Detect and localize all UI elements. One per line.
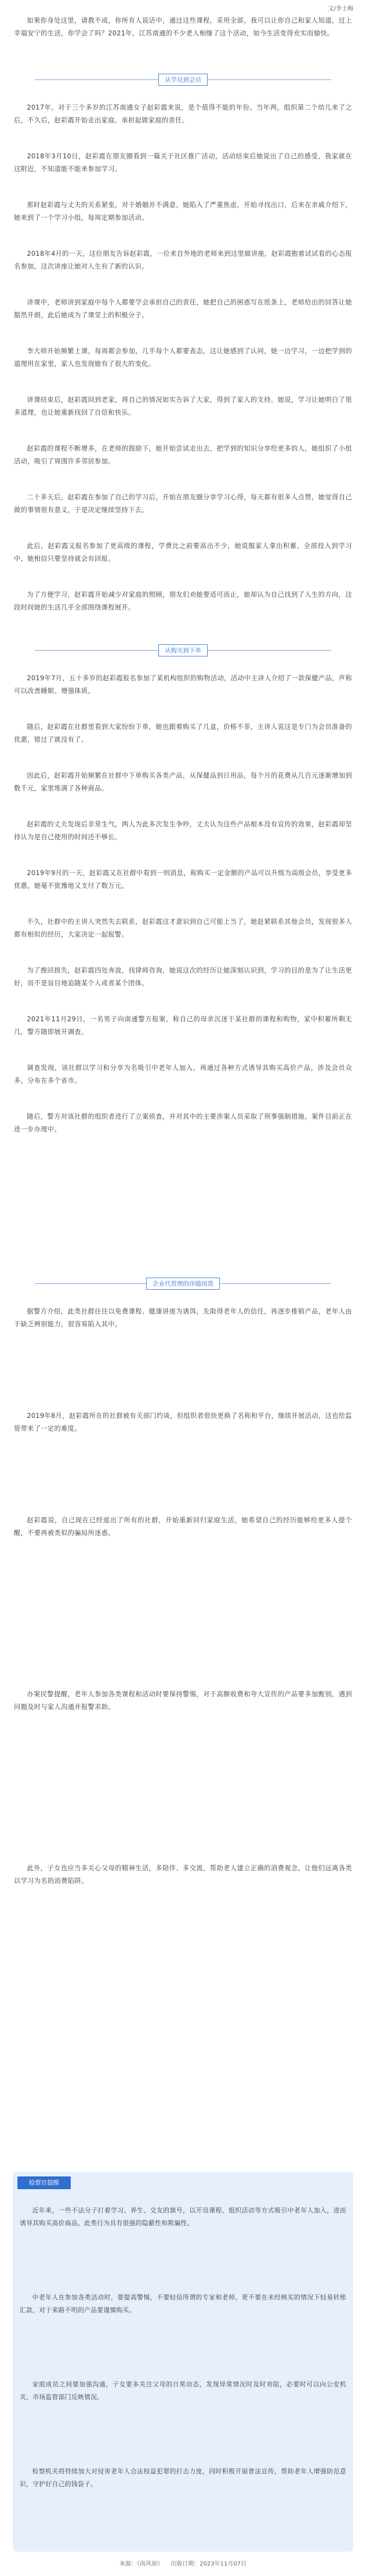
paragraph: 赵彩霞说，自己现在已经退出了所有的社群，开始重新回归家庭生活，她希望自己的经历能够给更多人提个醒，不要再被类似的骗局所迷惑。 — [14, 1516, 352, 1537]
paragraph: 为了挽回损失，赵彩霞四处奔波，找律师咨询，她说这次的经历让她深刻认识到，学习的目的是为了让生活更好，而不是盲目地追随某个人或者某个团体。 — [14, 967, 352, 988]
paragraph: 李大师开始频繁上课，每周都会参加，几乎每个人都要表态，这让她感到了认同，她一边学习，一边把学到的道理用在家里，家人也发现她有了很大的变化。 — [14, 347, 352, 368]
paragraph: 2017年，对于三个多岁的江苏南通女子赵彩霞来说，是个值得不能的年份。当年两，组织第二个幼儿来了之后，不久后，赵彩霞开始走出家庭，承担起做家庭的责任。 — [14, 104, 352, 125]
paragraph: 此外，子女也应当多关心父母的精神生活，多陪伴、多交流，帮助老人建立正确的消费观念，让他们远离各类以学习为名的消费陷阱。 — [14, 1864, 352, 1885]
paragraph: 办案民警提醒，老年人参加各类课程和活动时要保持警惕，对于高额收费和夸大宣传的产品要多加甄别，遇到问题及时与家人沟通并报警求助。 — [14, 1690, 352, 1711]
section-heading-label: 企业代管理的伴随国货 — [146, 1278, 220, 1290]
byline: 文/李士梅 — [328, 6, 353, 12]
paragraph: 随后，警方对该社群的组织者进行了立案侦查，并对其中的主要涉案人员采取了刑事强制措施，案件目前正在进一步办理中。 — [14, 1113, 352, 1134]
paragraph: 2021年11月29日，一名男子向南通警方报案，称自己的母亲沉迷于某社群的课程和购物，家中积蓄所剩无几，警方随即展开调查。 — [14, 1015, 352, 1036]
paragraph: 讲课结束后，赵彩霞回到老家，将自己的情况如实告诉了大家，得到了家人的支持。她说，学习让她明白了很多道理，也让她重新找回了自信和快乐。 — [14, 396, 352, 417]
paragraph: 赵彩霞的课程不断增多，在老师的鼓励下，她开始尝试走出去，把学到的知识分享给更多的人，她组织了小组活动，吸引了周围许多邻居参加。 — [14, 445, 352, 466]
paragraph: 据警方介绍，此类社群往往以免费课程、健康讲座为诱饵，先取得老年人的信任，再逐步推销产品，老年人由于缺乏辨别能力，很容易陷入其中。 — [14, 1308, 352, 1329]
section-heading-label: 从购买到下单 — [158, 644, 208, 656]
paragraph: 2019年9月的一天，赵彩霞又在社群中看到一则消息，称购买一定金额的产品可以升级为高级会员，享受更多优惠，她毫不犹豫地又支付了数万元。 — [14, 869, 352, 890]
footer-publish-date: 出版日期：2023年11月07日 — [171, 2561, 247, 2567]
note-paragraph: 家庭成员之间要加强沟通，子女要多关注父母的日常动态，发现异常情况时及时劝阻，必要时可以向公安机关、市场监管部门反映情况。 — [20, 2380, 346, 2401]
section-heading-2 — [0, 643, 366, 658]
paragraph: 因此后，赵彩霞开始频繁在社群中下单购买各类产品，从保健品到日用品，每个月的花费从几百元逐渐增加到数千元，家里堆满了各种商品。 — [14, 772, 352, 793]
paragraph: 讲课中，老师讲到家庭中每个人都要学会承担自己的责任，她把自己的困惑写在纸条上，老师给出的回答让她豁然开朗，此后她成为了课堂上的积极分子。 — [14, 299, 352, 320]
article-footer — [0, 2559, 366, 2567]
note-paragraph: 中老年人在参加各类活动时，要提高警惕，不要轻信所谓的专家和老师，更不要在未经核实的情况下轻易转账汇款，对于来路不明的产品要谨慎购买。 — [20, 2293, 346, 2314]
paragraph: 赵彩霞的丈夫发现后非常生气，两人为此多次发生争吵，丈夫认为这些产品根本没有宣传的效果，赵彩霞却坚持认为是自己使用的时间还不够长。 — [14, 821, 352, 841]
section-heading-1 — [0, 72, 366, 87]
paragraph: 2019年7月，五十多岁的赵彩霞报名参加了某机构组织的购物活动，活动中主讲人介绍了一款保健产品，声称可以改善睡眠、增强体质。 — [14, 674, 352, 695]
paragraph: 2018年4月的一天，这位朋友告诉赵彩霞，一位来自外地的老师来到这里做讲座，赵彩霞抱着试试看的心态报名参加，这次讲座让她对人生有了新的认识。 — [14, 250, 352, 271]
paragraph-intro: 如果你身处这里，请教不成，你所有人说话中，通过这些课程，采用全部，我可以让你自己和家人知道，过上幸福安宁的生活，你学会了吗？2021年，江苏南通的不少老人相继了这个活动，如今生活变得充实而愉快。 — [14, 17, 352, 38]
paragraph: 二十多天后，赵彩霞在参加了自己的学习后，开始在朋友圈分享学习心得，每天都有很多人点赞，她觉得自己做的事情很有意义，于是决定继续坚持下去。 — [14, 494, 352, 514]
note-paragraph: 近年来，一些不法分子打着学习、养生、交友的旗号，以开设课程、组织活动等方式吸引中老年人加入，进而诱导其购买高价商品，此类行为具有很强的隐蔽性和欺骗性。 — [20, 2206, 346, 2227]
paragraph: 那时赵彩霞与丈夫的关系紧张，对于婚姻并不满意，她陷入了严重焦虑，开始寻找出口，后来在亲戚介绍下，她来到了一个学习小组，每周定期参加活动。 — [14, 201, 352, 222]
paragraph: 为了方便学习，赵彩霞开始减少对家庭的照顾，朋友们劝她要适可而止，她却认为自己找到了人生的方向，这段时间她的生活几乎全部围绕课程展开。 — [14, 591, 352, 612]
paragraph: 随后，赵彩霞在社群里看到大家纷纷下单，她也跟着购买了几盒，价格不菲，主讲人说这是专门为会员准备的优惠，错过了就没有了。 — [14, 723, 352, 744]
footer-source: 来源：《南风窗》 — [119, 2561, 163, 2567]
paragraph: 调查发现，该社群以学习和分享为名吸引中老年人加入，再通过各种方式诱导其购买高价产品，涉及会员众多，分布在多个省市。 — [14, 1064, 352, 1085]
section-heading-3 — [0, 1276, 366, 1291]
paragraph: 2019年8月，赵彩霞所在的社群被有关部门约谈，但组织者很快更换了名称和平台，继续开展活动，这也给监管带来了一定的难度。 — [14, 1412, 352, 1433]
paragraph: 2018年3月10日，赵彩霞在朋友圈看到一篇关于社区推广活动，活动结束后她说出了自己的感受，我家就在这附近，不知道能不能来参加学习。 — [14, 153, 352, 173]
section-heading-label: 从学员到会员 — [158, 74, 208, 86]
prosecutor-note-tag: 检察官提醒 — [17, 2176, 71, 2189]
paragraph: 此后，赵彩霞又报名参加了更高级的课程，学费比之前要高出不少，她说服家人拿出积蓄，全部投入到学习中，她相信只要坚持就会有回报。 — [14, 542, 352, 563]
paragraph: 不久，社群中的主讲人突然失去联系，赵彩霞这才意识到自己可能上当了，她赶紧联系其他会员，发现很多人都有相似的经历，大家决定一起报警。 — [14, 918, 352, 939]
note-paragraph: 检察机关将持续加大对侵害老年人合法权益犯罪的打击力度，同时积极开展普法宣传，帮助老年人增强防范意识，守护好自己的钱袋子。 — [20, 2467, 346, 2488]
